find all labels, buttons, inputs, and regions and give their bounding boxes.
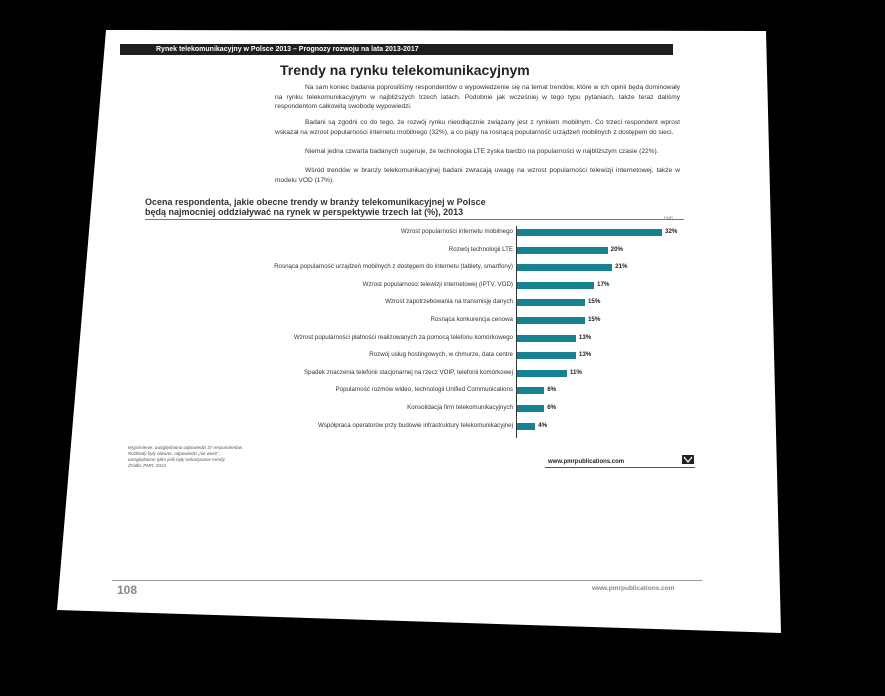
paragraph-3: Niemal jedna czwarta badanych sugeruje, że technologia LTE zyska bardzo na popularności w najbliższym czasie (22%).	[305, 148, 659, 155]
page-number: 108	[117, 583, 138, 597]
value-label: 15%	[587, 316, 601, 323]
chart-title-rule	[145, 219, 684, 220]
category-label: Rosnąca konkurencja cenowa	[430, 316, 513, 323]
category-label: Współpraca operatorów przy budowie infrastruktury telekomunikacyjnej	[318, 421, 513, 429]
value-label: 15%	[587, 298, 601, 306]
footer-site: www.pmrpublications.com	[592, 585, 675, 592]
section-title: Trendy na rynku telekomunikacyjnym	[280, 62, 530, 78]
category-label: Konsolidacja firm telekomunikacyjnych	[407, 404, 513, 411]
bar	[517, 299, 585, 306]
bar	[517, 247, 608, 254]
paragraph-2: Badani są zgodni co do tego, że rozwój rynku nieodłącznie związany jest z rynkiem mobilnym. Co trzeci respondent wprost wskazał na wzrost popularności internetu mobilnego (32%), a co piąty na rosnącą popularność urządzeń mobilnych z dostępem do sieci.	[275, 119, 680, 136]
category-label: Rozwój technologii LTE	[448, 245, 513, 253]
bar	[517, 317, 585, 324]
note-line: Wyjaśnienie: uwzględniono odpowiedzi 37 respondentów.	[128, 445, 243, 450]
category-label: Wzrost zapotrzebowania na transmisję danych	[385, 298, 513, 306]
bar	[517, 387, 544, 394]
value-label: 13%	[578, 333, 592, 341]
note-line: uwzględniono tylko jeśli były wskazywane trendy.	[128, 457, 226, 462]
bar	[517, 352, 576, 359]
chart-source-mark: PMR	[664, 215, 673, 220]
bar	[517, 282, 594, 289]
value-label: 21%	[615, 263, 628, 271]
chart-publisher-site: www.pmrpublications.com	[548, 459, 625, 465]
value-label: 17%	[597, 280, 610, 288]
chart-notes	[128, 445, 243, 469]
category-label: Wzrost popularności telewizji internetowej (IPTV, VOD)	[362, 280, 513, 288]
bar	[517, 229, 662, 236]
value-label: 13%	[578, 351, 592, 359]
value-label: 4%	[538, 421, 548, 429]
category-label: Rosnąca popularność urządzeń mobilnych z dostępem do internetu (tablety, smartfony)	[274, 263, 513, 271]
chart-title-line-2: będą najmocniej oddziaływać na rynek w perspektywie trzech lat (%), 2013	[145, 207, 464, 217]
chart-title-line-1: Ocena respondenta, jakie obecne trendy w branży telekomunikacyjnej w Polsce	[145, 197, 486, 207]
publisher-logo-icon	[682, 455, 694, 464]
value-label: 6%	[547, 386, 557, 394]
running-header: Rynek telekomunikacyjny w Polsce 2013 – Prognozy rozwoju na lata 2013-2017	[120, 44, 673, 55]
note-line: Rozkłady były otwarte, odpowiedzi „nie wiem”,	[128, 451, 221, 456]
value-label: 20%	[610, 245, 624, 253]
category-label: Wzrost popularności płatności realizowanych za pomocą telefonu komórkowego	[293, 333, 513, 341]
value-label: 32%	[665, 228, 678, 235]
paragraph-1: Na sam koniec badania poprosiliśmy respondentów o wypowiedzenie się na temat trendów, które w ich opinii będą dominowały na rynku telekomunikacyjnym w najbliższych trzech latach. Podobnie jak wcześniej w tego typu pytaniach, także teraz daliśmy respondentom całkowitą swobodę wypowiedzi.	[275, 84, 680, 110]
note-line: Źródło: PMR, 2013	[128, 463, 166, 468]
category-label: Rozwój usług hostingowych, w chmurze, data centre	[369, 351, 513, 359]
value-label: 6%	[547, 404, 557, 411]
bar	[517, 423, 535, 430]
bar	[517, 370, 567, 377]
bar	[517, 264, 612, 271]
publisher-rule	[545, 467, 695, 468]
bar	[517, 335, 576, 342]
value-label: 11%	[569, 368, 582, 376]
footer-rule	[112, 580, 702, 581]
category-label: Spadek znaczenia telefonii stacjonarnej na rzecz VOIP, telefonii komórkowej	[304, 368, 513, 376]
bar	[517, 405, 544, 412]
category-label: Wzrost popularności internetu mobilnego	[400, 228, 513, 235]
category-label: Popularność rozmów wideo, technologii Unified Communications	[335, 386, 513, 394]
chart-title	[145, 197, 486, 217]
paragraph-4: Wśród trendów w branży telekomunikacyjnej badani zwracają uwagę na wzrost popularności telewizji internetowej, także w modelu VOD (17%).	[275, 167, 680, 184]
chart-axis	[516, 226, 517, 438]
